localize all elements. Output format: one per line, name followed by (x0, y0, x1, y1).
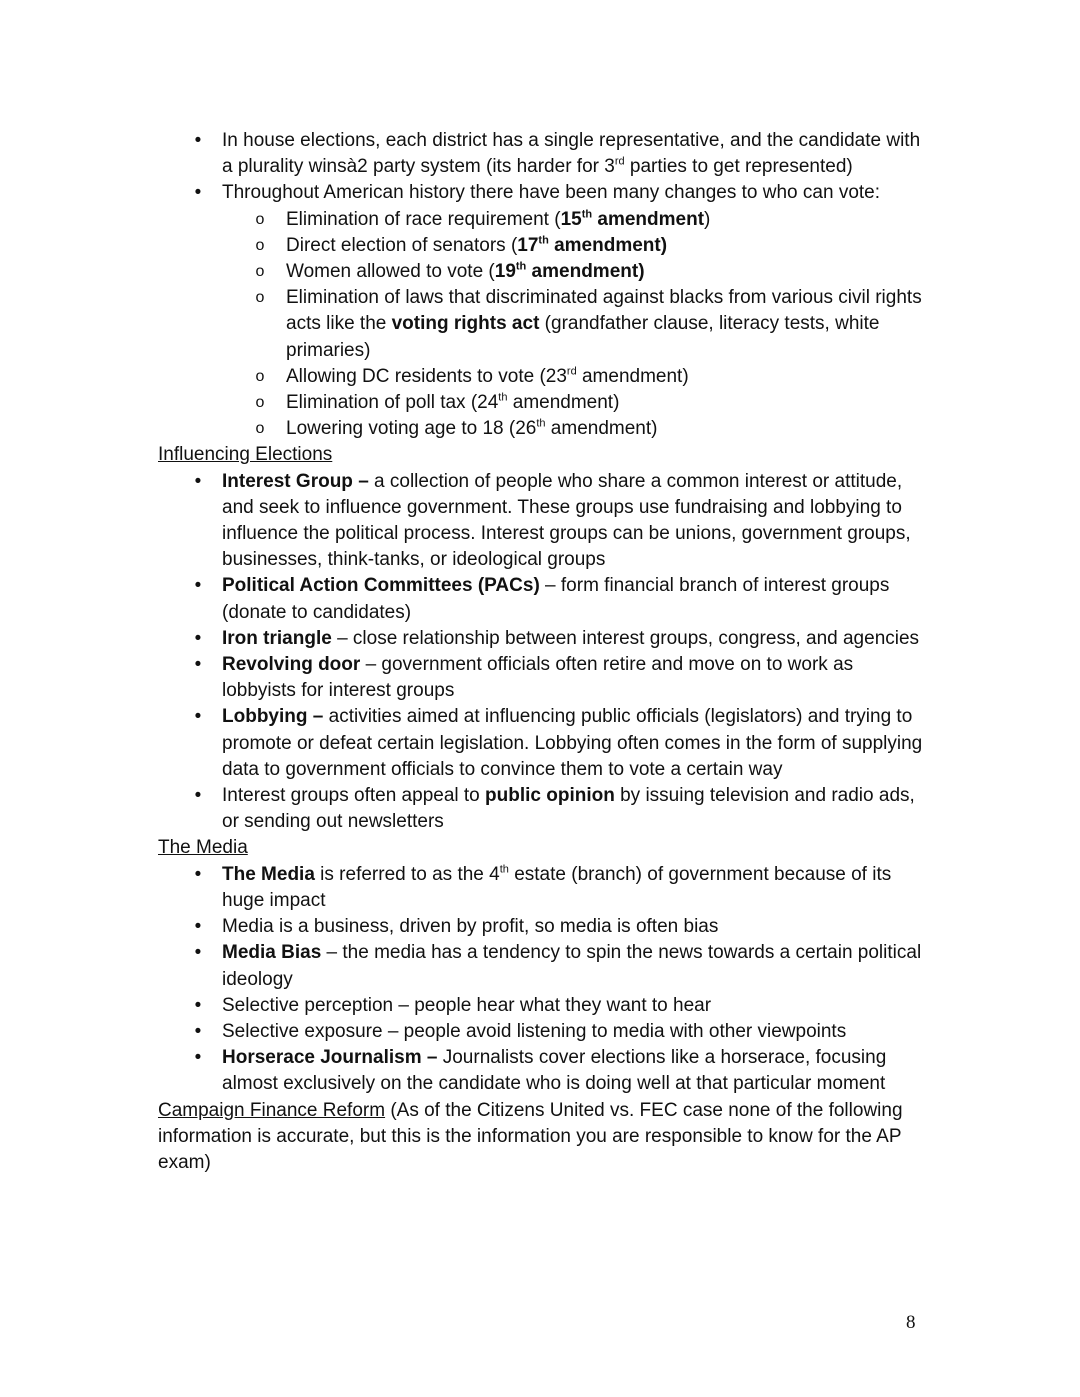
page-number: 8 (906, 1312, 916, 1333)
bullet-icon: • (194, 706, 202, 728)
list-item (0, 704, 1080, 783)
list-item (0, 993, 1080, 1019)
list-item (0, 626, 1080, 652)
list-item (0, 1019, 1080, 1045)
list-item (0, 783, 1080, 835)
sub-bullet-icon: o (255, 263, 265, 281)
list-item (0, 862, 1080, 914)
vote-changes-list (0, 207, 1080, 443)
list-item (0, 469, 1080, 574)
campaign-finance-paragraph (0, 1098, 1080, 1177)
sub-list-item (0, 285, 1080, 364)
sub-list-item (0, 416, 1080, 442)
sub-bullet-icon: o (255, 210, 265, 228)
list-item (0, 128, 1080, 180)
campaign-finance-heading: Campaign Finance Reform (158, 1099, 386, 1121)
list-item (0, 914, 1080, 940)
bullet-icon: • (194, 654, 202, 676)
list-item-text: Women allowed to vote (19th amendment) (286, 260, 645, 283)
influencing-elections-list (0, 469, 1080, 836)
bullet-icon: • (194, 470, 202, 492)
bullet-icon: • (194, 916, 202, 938)
list-item-text: Media Bias – the media has a tendency to spin the news towards a certain political ideology (222, 942, 922, 990)
list-item-text: Interest groups often appeal to public opinion by issuing television and radio ads, or sending out newsletters (222, 785, 915, 833)
influencing-elections-heading: Influencing Elections (158, 444, 333, 466)
sub-list-item (0, 207, 1080, 233)
sub-bullet-icon: o (255, 420, 265, 438)
list-item-text: Selective exposure – people avoid listening to media with other viewpoints (222, 1020, 847, 1042)
list-item-text: Throughout American history there have been many changes to who can vote: (222, 182, 881, 204)
list-item-text: Elimination of race requirement (15th amendment) (286, 208, 711, 230)
sub-bullet-icon: o (255, 289, 265, 307)
list-item (0, 940, 1080, 992)
bullet-icon: • (194, 1047, 202, 1069)
list-item-text: Lobbying – activities aimed at influencing public officials (legislators) and trying to promote or defeat certain legislation. Lobbying often comes in the form of supplying data to government officials to convince them to vote a certain way (222, 706, 923, 780)
list-item (0, 652, 1080, 704)
list-item-text: Lowering voting age to 18 (26th amendment) (286, 417, 658, 440)
list-item-text: Media is a business, driven by profit, so media is often bias (222, 916, 719, 938)
bullet-icon: • (194, 182, 202, 204)
bullet-icon: • (194, 863, 202, 885)
bullet-icon: • (194, 942, 202, 964)
bullet-icon: • (194, 627, 202, 649)
list-item-text: Interest Group – a collection of people who share a common interest or attitude, and seek to influence government. These groups use fundraising and lobbying to influence the political process. Interest groups can be unions, government groups, businesses, think-tanks, or ideological groups (222, 470, 911, 571)
sub-bullet-icon: o (255, 367, 265, 385)
sub-list-item (0, 364, 1080, 390)
list-item (0, 1045, 1080, 1097)
list-item-text: Political Action Committees (PACs) – form financial branch of interest groups (donate to candidates) (222, 575, 890, 623)
list-item (0, 180, 1080, 206)
bullet-icon: • (194, 130, 202, 151)
list-item-text: Elimination of poll tax (24th amendment) (286, 391, 620, 414)
list-item-text: Allowing DC residents to vote (23rd amendment) (286, 365, 689, 387)
list-item-text: Iron triangle – close relationship between interest groups, congress, and agencies (222, 627, 920, 649)
campaign-finance-note: (As of the Citizens United vs. FEC case none of the following information is accurate, but this is the information you are responsible to know for the AP exam) (158, 1099, 903, 1173)
list-item-text: Horserace Journalism – Journalists cover elections like a horserace, focusing almost exclusively on the candidate who is doing well at that particular moment (222, 1047, 887, 1095)
list-item (0, 573, 1080, 625)
document-page (0, 128, 1080, 1176)
list-item-text: Direct election of senators (17th amendment) (286, 234, 668, 256)
sub-list-item (0, 390, 1080, 416)
top-bullet-list (0, 128, 1080, 207)
bullet-icon: • (194, 575, 202, 597)
bullet-icon: • (194, 785, 202, 807)
sub-list-item (0, 259, 1080, 285)
sub-list-item (0, 233, 1080, 259)
list-item-text: Elimination of laws that discriminated against blacks from various civil rights acts like the voting rights act (grandfather clause, literacy tests, white primaries) (286, 287, 922, 361)
list-item-text: The Media is referred to as the 4th estate (branch) of government because of its huge impact (222, 863, 892, 911)
list-item-text: Selective perception – people hear what they want to hear (222, 994, 712, 1016)
bullet-icon: • (194, 1020, 202, 1042)
list-item-text: Revolving door – government officials often retire and move on to work as lobbyists for interest groups (222, 654, 854, 702)
bullet-icon: • (194, 994, 202, 1016)
sub-bullet-icon: o (255, 236, 265, 254)
media-list (0, 862, 1080, 1098)
media-heading: The Media (158, 837, 248, 859)
list-item-text: In house elections, each district has a single representative, and the candidate with a plurality winsà2 party system (its harder for 3rd parties to get represented) (222, 130, 921, 178)
sub-bullet-icon: o (255, 394, 265, 412)
